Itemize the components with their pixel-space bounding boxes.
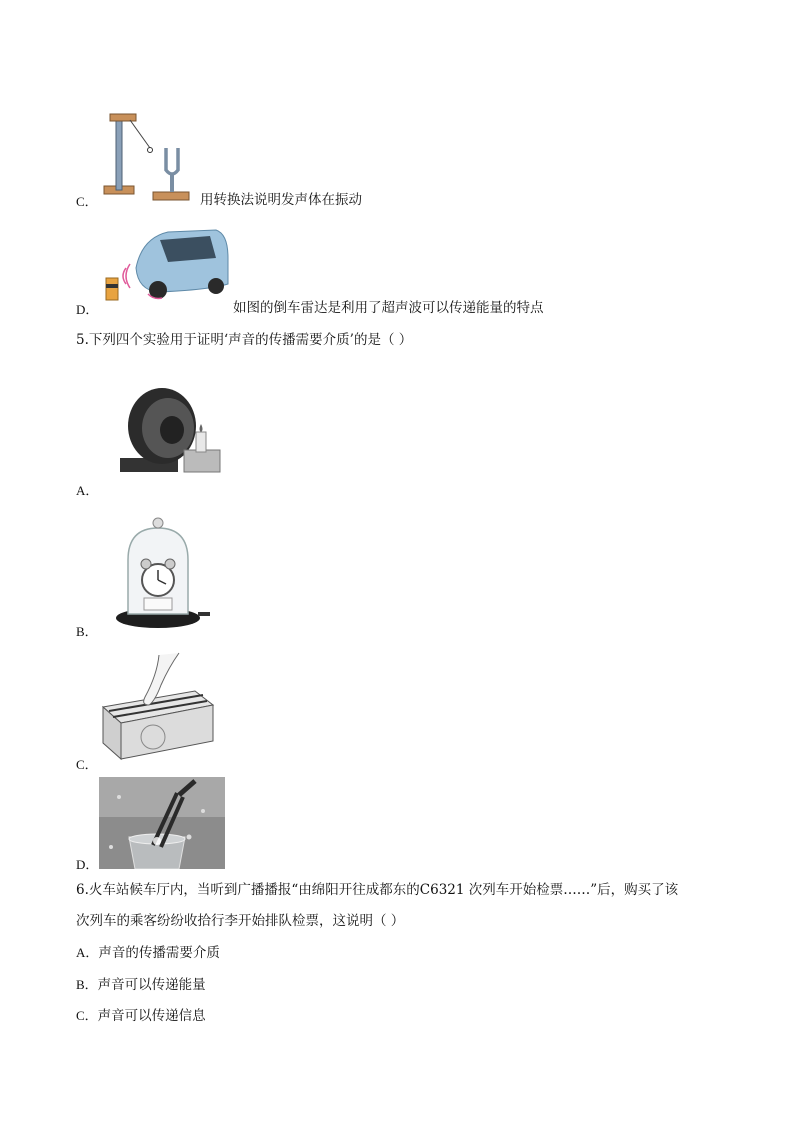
q5-option-c-label: C． xyxy=(76,757,98,772)
option-c-label: C． xyxy=(76,194,98,209)
q6-option-a-text: 声音的传播需要介质 xyxy=(98,945,220,961)
q5-option-d-label: D． xyxy=(76,857,99,872)
question-6-stem-line-2: 次列车的乘客纷纷收拾行李开始排队检票，这说明（ ） xyxy=(76,913,405,929)
q6-option-c xyxy=(76,1009,206,1024)
option-c-text: 用转换法说明发声体在振动 xyxy=(200,192,362,208)
question-6-stem-line-1: 6.火车站候车厅内，当听到广播播报“由绵阳开往成都东的C6321 次列车开始检票……”后，购买了该 xyxy=(76,882,679,898)
option-d-text: 如图的倒车雷达是利用了超声波可以传递能量的特点 xyxy=(233,300,544,316)
q6-option-a xyxy=(76,946,220,961)
tuning-fork-pendulum-icon xyxy=(98,108,193,204)
q6-option-a-label: A． xyxy=(76,945,99,960)
q6-option-c-label: C． xyxy=(76,1008,98,1023)
plucked-rubber-band-box-icon xyxy=(99,645,217,765)
q5-option-a-label: A． xyxy=(76,483,99,498)
tuning-fork-in-water-icon xyxy=(99,777,225,869)
q6-option-b-text: 声音可以传递能量 xyxy=(97,977,206,993)
q5-option-a-image xyxy=(114,384,226,476)
alarm-clock-bell-jar-icon xyxy=(114,514,212,632)
q6-option-b xyxy=(76,978,206,993)
option-d-label: D． xyxy=(76,302,99,317)
q5-option-d-image xyxy=(99,777,225,869)
q5-option-b-image xyxy=(114,514,212,632)
q6-option-b-label: B． xyxy=(76,977,98,992)
q5-option-c-image xyxy=(99,645,217,765)
q5-option-b-label: B． xyxy=(76,624,98,639)
question-5-stem: 5.下列四个实验用于证明‘声音的传播需要介质’的是（ ） xyxy=(76,332,413,348)
tuning-fork-pendulum-image xyxy=(98,108,193,204)
car-reversing-radar-icon xyxy=(98,228,230,304)
loudspeaker-candle-icon xyxy=(114,384,226,476)
car-reversing-radar-image xyxy=(98,228,230,304)
q6-option-c-text: 声音可以传递信息 xyxy=(97,1008,206,1024)
